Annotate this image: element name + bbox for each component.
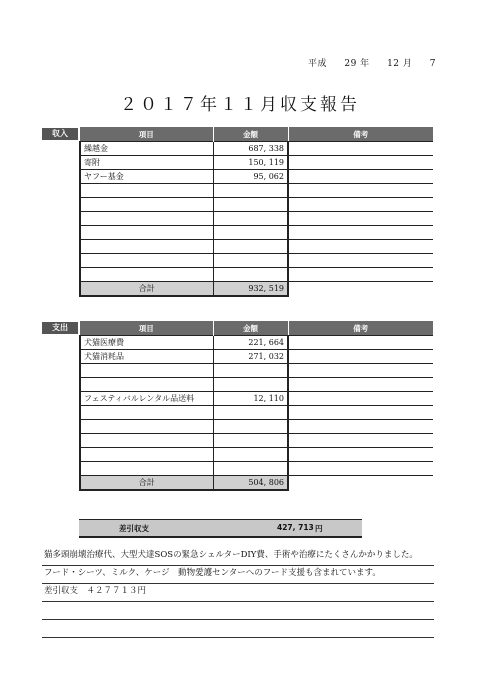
page-title: ２０１７年１１月収支報告 bbox=[120, 95, 360, 115]
cell-item: 寄附 bbox=[80, 156, 213, 170]
table-row bbox=[80, 364, 433, 378]
cell-amount: 271, 032 bbox=[213, 350, 288, 364]
expense-label: 支出 bbox=[42, 322, 78, 334]
notes-section bbox=[42, 548, 434, 638]
cell-item: 犬猫医療費 bbox=[80, 336, 213, 350]
cell-item bbox=[80, 226, 213, 240]
table-row bbox=[80, 142, 433, 156]
total-row bbox=[80, 476, 433, 491]
cell-item bbox=[80, 198, 213, 212]
cell-amount bbox=[213, 198, 288, 212]
cell-amount bbox=[213, 420, 288, 434]
cell-note bbox=[288, 184, 433, 198]
col-item-header: 項目 bbox=[80, 321, 213, 336]
table-row bbox=[80, 336, 433, 350]
cell-amount bbox=[213, 378, 288, 392]
note-line bbox=[42, 602, 434, 620]
table-row bbox=[80, 420, 433, 434]
cell-note bbox=[288, 364, 433, 378]
cell-note bbox=[288, 476, 433, 491]
income-label: 収入 bbox=[42, 128, 78, 140]
cell-amount bbox=[213, 184, 288, 198]
cell-note bbox=[288, 156, 433, 170]
cell-note bbox=[288, 142, 433, 156]
cell-note bbox=[288, 378, 433, 392]
cell-note bbox=[288, 170, 433, 184]
cell-item bbox=[80, 184, 213, 198]
cell-note bbox=[288, 434, 433, 448]
cell-amount bbox=[213, 462, 288, 476]
col-amount-header: 金額 bbox=[213, 127, 288, 142]
table-row bbox=[80, 392, 433, 406]
cell-item bbox=[80, 378, 213, 392]
cell-amount: 687, 338 bbox=[213, 142, 288, 156]
balance-bar bbox=[79, 519, 362, 538]
table-row bbox=[80, 254, 433, 268]
total-row bbox=[80, 282, 433, 297]
cell-item bbox=[80, 364, 213, 378]
cell-item: フェスティバルレンタル品送料 bbox=[80, 392, 213, 406]
total-value: 504, 806 bbox=[213, 476, 288, 491]
cell-note bbox=[288, 198, 433, 212]
cell-note bbox=[288, 350, 433, 364]
cell-item bbox=[80, 448, 213, 462]
date-day: 7 bbox=[429, 59, 436, 69]
income-header-row bbox=[80, 127, 433, 142]
col-note-header: 備考 bbox=[288, 127, 433, 142]
balance-unit: 円 bbox=[315, 524, 323, 533]
cell-note bbox=[288, 212, 433, 226]
cell-note bbox=[288, 268, 433, 282]
table-row bbox=[80, 434, 433, 448]
date-month: 12 月 bbox=[387, 59, 413, 69]
cell-item: 繰越金 bbox=[80, 142, 213, 156]
cell-item bbox=[80, 240, 213, 254]
col-item-header: 項目 bbox=[80, 127, 213, 142]
col-note-header: 備考 bbox=[288, 321, 433, 336]
balance-value: 427, 713 bbox=[277, 523, 314, 532]
note-line: 猫多頭崩壊治療代、大型犬達SOSの緊急シェルターDIY費、手術や治療にたくさんかかりました。 bbox=[42, 548, 434, 566]
note-line: フード・シーツ、ミルク、ケージ 動物愛護センターへのフード支援も含まれています。 bbox=[42, 566, 434, 584]
cell-item bbox=[80, 212, 213, 226]
cell-amount bbox=[213, 212, 288, 226]
cell-amount bbox=[213, 226, 288, 240]
cell-amount bbox=[213, 240, 288, 254]
cell-item: 犬猫消耗品 bbox=[80, 350, 213, 364]
balance-label: 差引収支 bbox=[119, 524, 149, 533]
cell-amount: 12, 110 bbox=[213, 392, 288, 406]
cell-amount: 221, 664 bbox=[213, 336, 288, 350]
cell-item bbox=[80, 268, 213, 282]
cell-amount bbox=[213, 364, 288, 378]
table-row bbox=[80, 462, 433, 476]
table-row bbox=[80, 184, 433, 198]
cell-amount bbox=[213, 434, 288, 448]
note-line bbox=[42, 620, 434, 638]
cell-item: ヤフー基金 bbox=[80, 170, 213, 184]
cell-amount bbox=[213, 268, 288, 282]
cell-note bbox=[288, 420, 433, 434]
cell-note bbox=[288, 336, 433, 350]
cell-item bbox=[80, 420, 213, 434]
cell-note bbox=[288, 282, 433, 297]
cell-item bbox=[80, 406, 213, 420]
table-row bbox=[80, 226, 433, 240]
table-row bbox=[80, 170, 433, 184]
table-row bbox=[80, 198, 433, 212]
cell-amount bbox=[213, 254, 288, 268]
cell-note bbox=[288, 448, 433, 462]
total-label: 合計 bbox=[80, 476, 213, 491]
cell-note bbox=[288, 226, 433, 240]
cell-note bbox=[288, 240, 433, 254]
cell-amount bbox=[213, 448, 288, 462]
table-row bbox=[80, 378, 433, 392]
table-row bbox=[80, 350, 433, 364]
cell-amount bbox=[213, 406, 288, 420]
cell-item bbox=[80, 254, 213, 268]
cell-note bbox=[288, 406, 433, 420]
table-row bbox=[80, 156, 433, 170]
date-year: 29 年 bbox=[344, 59, 370, 69]
table-row bbox=[80, 406, 433, 420]
cell-amount: 150, 119 bbox=[213, 156, 288, 170]
table-row bbox=[80, 212, 433, 226]
income-table bbox=[79, 127, 433, 297]
note-line: 差引収支 ４２７７１３円 bbox=[42, 584, 434, 602]
cell-item bbox=[80, 434, 213, 448]
total-value: 932, 519 bbox=[213, 282, 288, 297]
expense-header-row bbox=[80, 321, 433, 336]
report-date bbox=[294, 56, 436, 69]
expense-table bbox=[79, 321, 433, 491]
table-row bbox=[80, 268, 433, 282]
cell-amount: 95, 062 bbox=[213, 170, 288, 184]
cell-note bbox=[288, 254, 433, 268]
cell-note bbox=[288, 462, 433, 476]
table-row bbox=[80, 448, 433, 462]
cell-note bbox=[288, 392, 433, 406]
total-label: 合計 bbox=[80, 282, 213, 297]
date-era: 平成 bbox=[307, 59, 327, 69]
table-row bbox=[80, 240, 433, 254]
cell-item bbox=[80, 462, 213, 476]
col-amount-header: 金額 bbox=[213, 321, 288, 336]
